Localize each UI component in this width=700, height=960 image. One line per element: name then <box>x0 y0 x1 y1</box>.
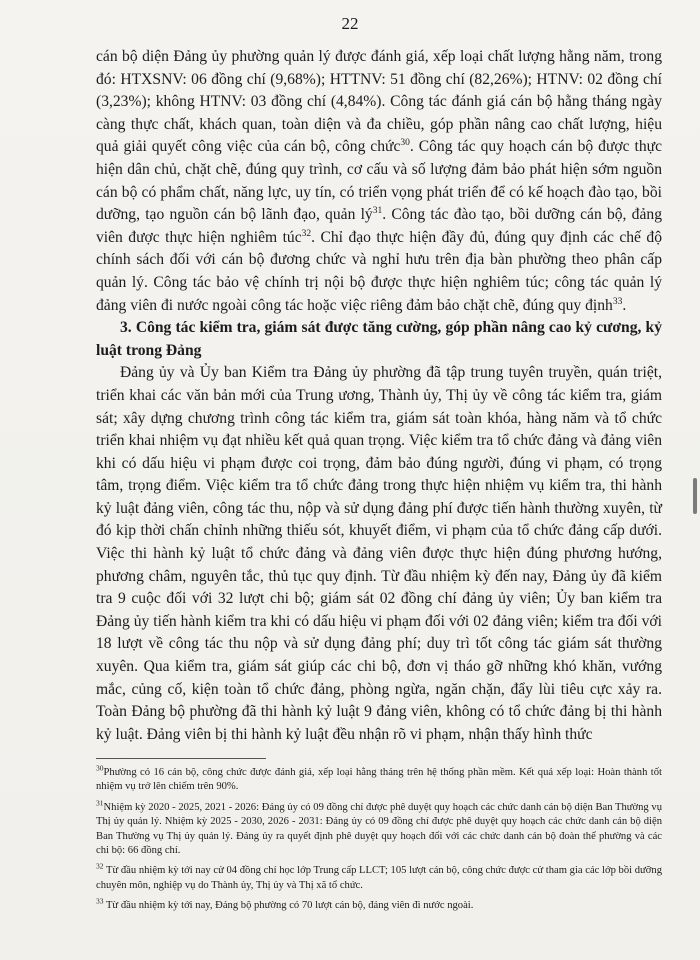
footnote-text: Từ đầu nhiệm kỳ tới nay, Đảng bộ phường có 70 lượt cán bộ, đảng viên đi nước ngoài. <box>103 900 474 912</box>
paragraph-continuation <box>96 46 662 317</box>
footnote-divider <box>96 758 266 759</box>
section-paragraph: Đảng ủy và Ủy ban Kiểm tra Đảng ủy phường đã tập trung tuyên truyền, quán triệt, triển khai các văn bản mới của Trung ương, Thành ủy, Thị ủy về công tác kiểm tra, giám sát; xây dựng chương trình công tác kiểm tra, giám sát toàn khóa, hàng năm và tổ chức triển khai nhiệm vụ đạt nhiều kết quả quan trọng. Việc kiểm tra tổ chức đảng và đảng viên khi có dấu hiệu vi phạm được coi trọng, đảm bảo đúng người, đúng vi phạm, có trọng tâm, trọng điểm. Việc kiểm tra tổ chức đảng trong thực hiện nhiệm vụ kiểm tra, thi hành kỷ luật đảng viên, công tác thu, nộp và sử dụng đảng phí được tiến hành thường xuyên, từ đó kịp thời chấn chỉnh những thiếu sót, khuyết điểm, vi phạm của tổ chức đảng cấp dưới. Việc thi hành kỷ luật tổ chức đảng và đảng viên được thực hiện đúng phương hướng, phương châm, nguyên tắc, thủ tục quy định. Từ đầu nhiệm kỳ đến nay, Đảng ủy đã kiểm tra 9 cuộc đối với 32 lượt chi bộ; giám sát 02 đồng chí đảng ủy viên; Ủy ban kiểm tra Đảng ủy tiến hành kiểm tra khi có dấu hiệu vi phạm đối với 02 đảng viên; kiểm tra đối với 18 lượt về công tác thu nộp và sử dụng đảng phí; duy trì tốt công tác giám sát thường xuyên. Qua kiểm tra, giám sát giúp các chi bộ, đơn vị tháo gỡ những khó khăn, vướng mắc, củng cố, kiện toàn tổ chức đảng, phòng ngừa, ngăn chặn, đẩy lùi tiêu cực xảy ra. Toàn Đảng bộ phường đã thi hành kỷ luật 9 đảng viên, không có tổ chức đảng bị thi hành kỷ luật. Đảng viên bị thi hành kỷ luật đều nhận rõ vi phạm, nhận thấy hình thức <box>96 364 662 743</box>
footnote-text: Nhiệm kỳ 2020 - 2025, 2021 - 2026: Đảng ủy có 09 đồng chí được phê duyệt quy hoạch các chức danh cán bộ diện Ban Thường vụ Thị ủy quản lý. Nhiệm kỳ 2025 - 2030, 2026 - 2031: Đảng ủy có 09 đồng chí được phê duyệt quy hoạch các chức danh cán bộ diện Ban Thường vụ Thị ủy quản lý. Đảng ủy ra quyết định phê duyệt quy hoạch đối với các chức danh cán bộ đoàn thể phường và các chi bộ: 66 đồng chí. <box>96 801 662 857</box>
footnote-number: 30 <box>96 763 104 773</box>
footnote-31 <box>96 798 662 859</box>
footnote-33 <box>96 896 662 913</box>
footnote-32 <box>96 861 662 893</box>
body-text <box>96 46 662 746</box>
paragraph-text: . Chỉ đạo thực hiện đầy đủ, đúng quy định các chế độ chính sách đối với cán bộ đương chức và nghỉ hưu trên địa bàn phường theo phân cấp quản lý. Công tác bảo vệ chính trị nội bộ được thực hiện nghiêm túc; công tác quản lý đảng viên đi nước ngoài công tác hoặc việc riêng đảm bảo chặt chẽ, đúng quy định <box>96 228 662 314</box>
footnote-text: Từ đầu nhiệm kỳ tới nay cử 04 đồng chí học lớp Trung cấp LLCT; 105 lượt cán bộ, công chức được cử tham gia các lớp bồi dưỡng chuyên môn, nghiệp vụ do Thành ủy, Thị ủy và Thị xã tổ chức. <box>96 865 662 891</box>
section-heading: 3. Công tác kiểm tra, giám sát được tăng cường, góp phần nâng cao kỷ cương, kỷ luật trong Đảng <box>96 319 662 359</box>
footnote-ref[interactable]: 32 <box>301 228 312 239</box>
page-number: 22 <box>341 14 359 33</box>
footnote-text: Phường có 16 cán bộ, công chức được đánh giá, xếp loại hằng tháng trên hệ thống phần mềm. Kết quả xếp loại: Hoàn thành tốt nhiệm vụ trở lên chiếm trên 90%. <box>96 767 662 793</box>
footnote-ref[interactable]: 31 <box>372 205 383 216</box>
footnotes <box>96 763 662 920</box>
paragraph-text: . Công tác quy hoạch cán bộ được thực hiện dân chủ, chặt chẽ, đúng quy trình, cơ cấu và số lượng đảm bảo phát hiện sớm nguồn cán bộ có phẩm chất, năng lực, uy tín, có triển vọng phát triển để có kế hoạch đào tạo, bồi dưỡng, tạo nguồn cán bộ lãnh đạo, quản lý <box>96 138 663 224</box>
paragraph-text: cán bộ diện Đảng ủy phường quản lý được đánh giá, xếp loại chất lượng hằng năm, trong đó: HTXSNV: 06 đồng chí (9,68%); HTTNV: 51 đồng chí (82,26%); HTNV: 02 đồng chí (3,23%); không HTNV: 03 đồng chí (4,84%). Công tác đánh giá cán bộ hằng tháng ngày càng thực chất, khách quan, toàn diện và đa chiều, góp phần nâng cao chất lượng, hiệu quả giải quyết công việc của cán bộ, công chức <box>96 48 662 156</box>
footnote-number: 31 <box>96 798 104 808</box>
footnote-ref[interactable]: 33 <box>612 296 623 307</box>
paragraph-text: . <box>622 296 627 314</box>
footnote-number: 32 <box>96 861 104 871</box>
footnote-30 <box>96 763 662 795</box>
paragraph-text: . Công tác đào tạo, bồi dưỡng cán bộ, đảng viên được thực hiện nghiêm túc <box>96 206 662 246</box>
scrollbar-thumb[interactable] <box>693 478 697 514</box>
footnote-ref[interactable]: 30 <box>400 138 410 149</box>
footnote-number: 33 <box>96 896 104 906</box>
